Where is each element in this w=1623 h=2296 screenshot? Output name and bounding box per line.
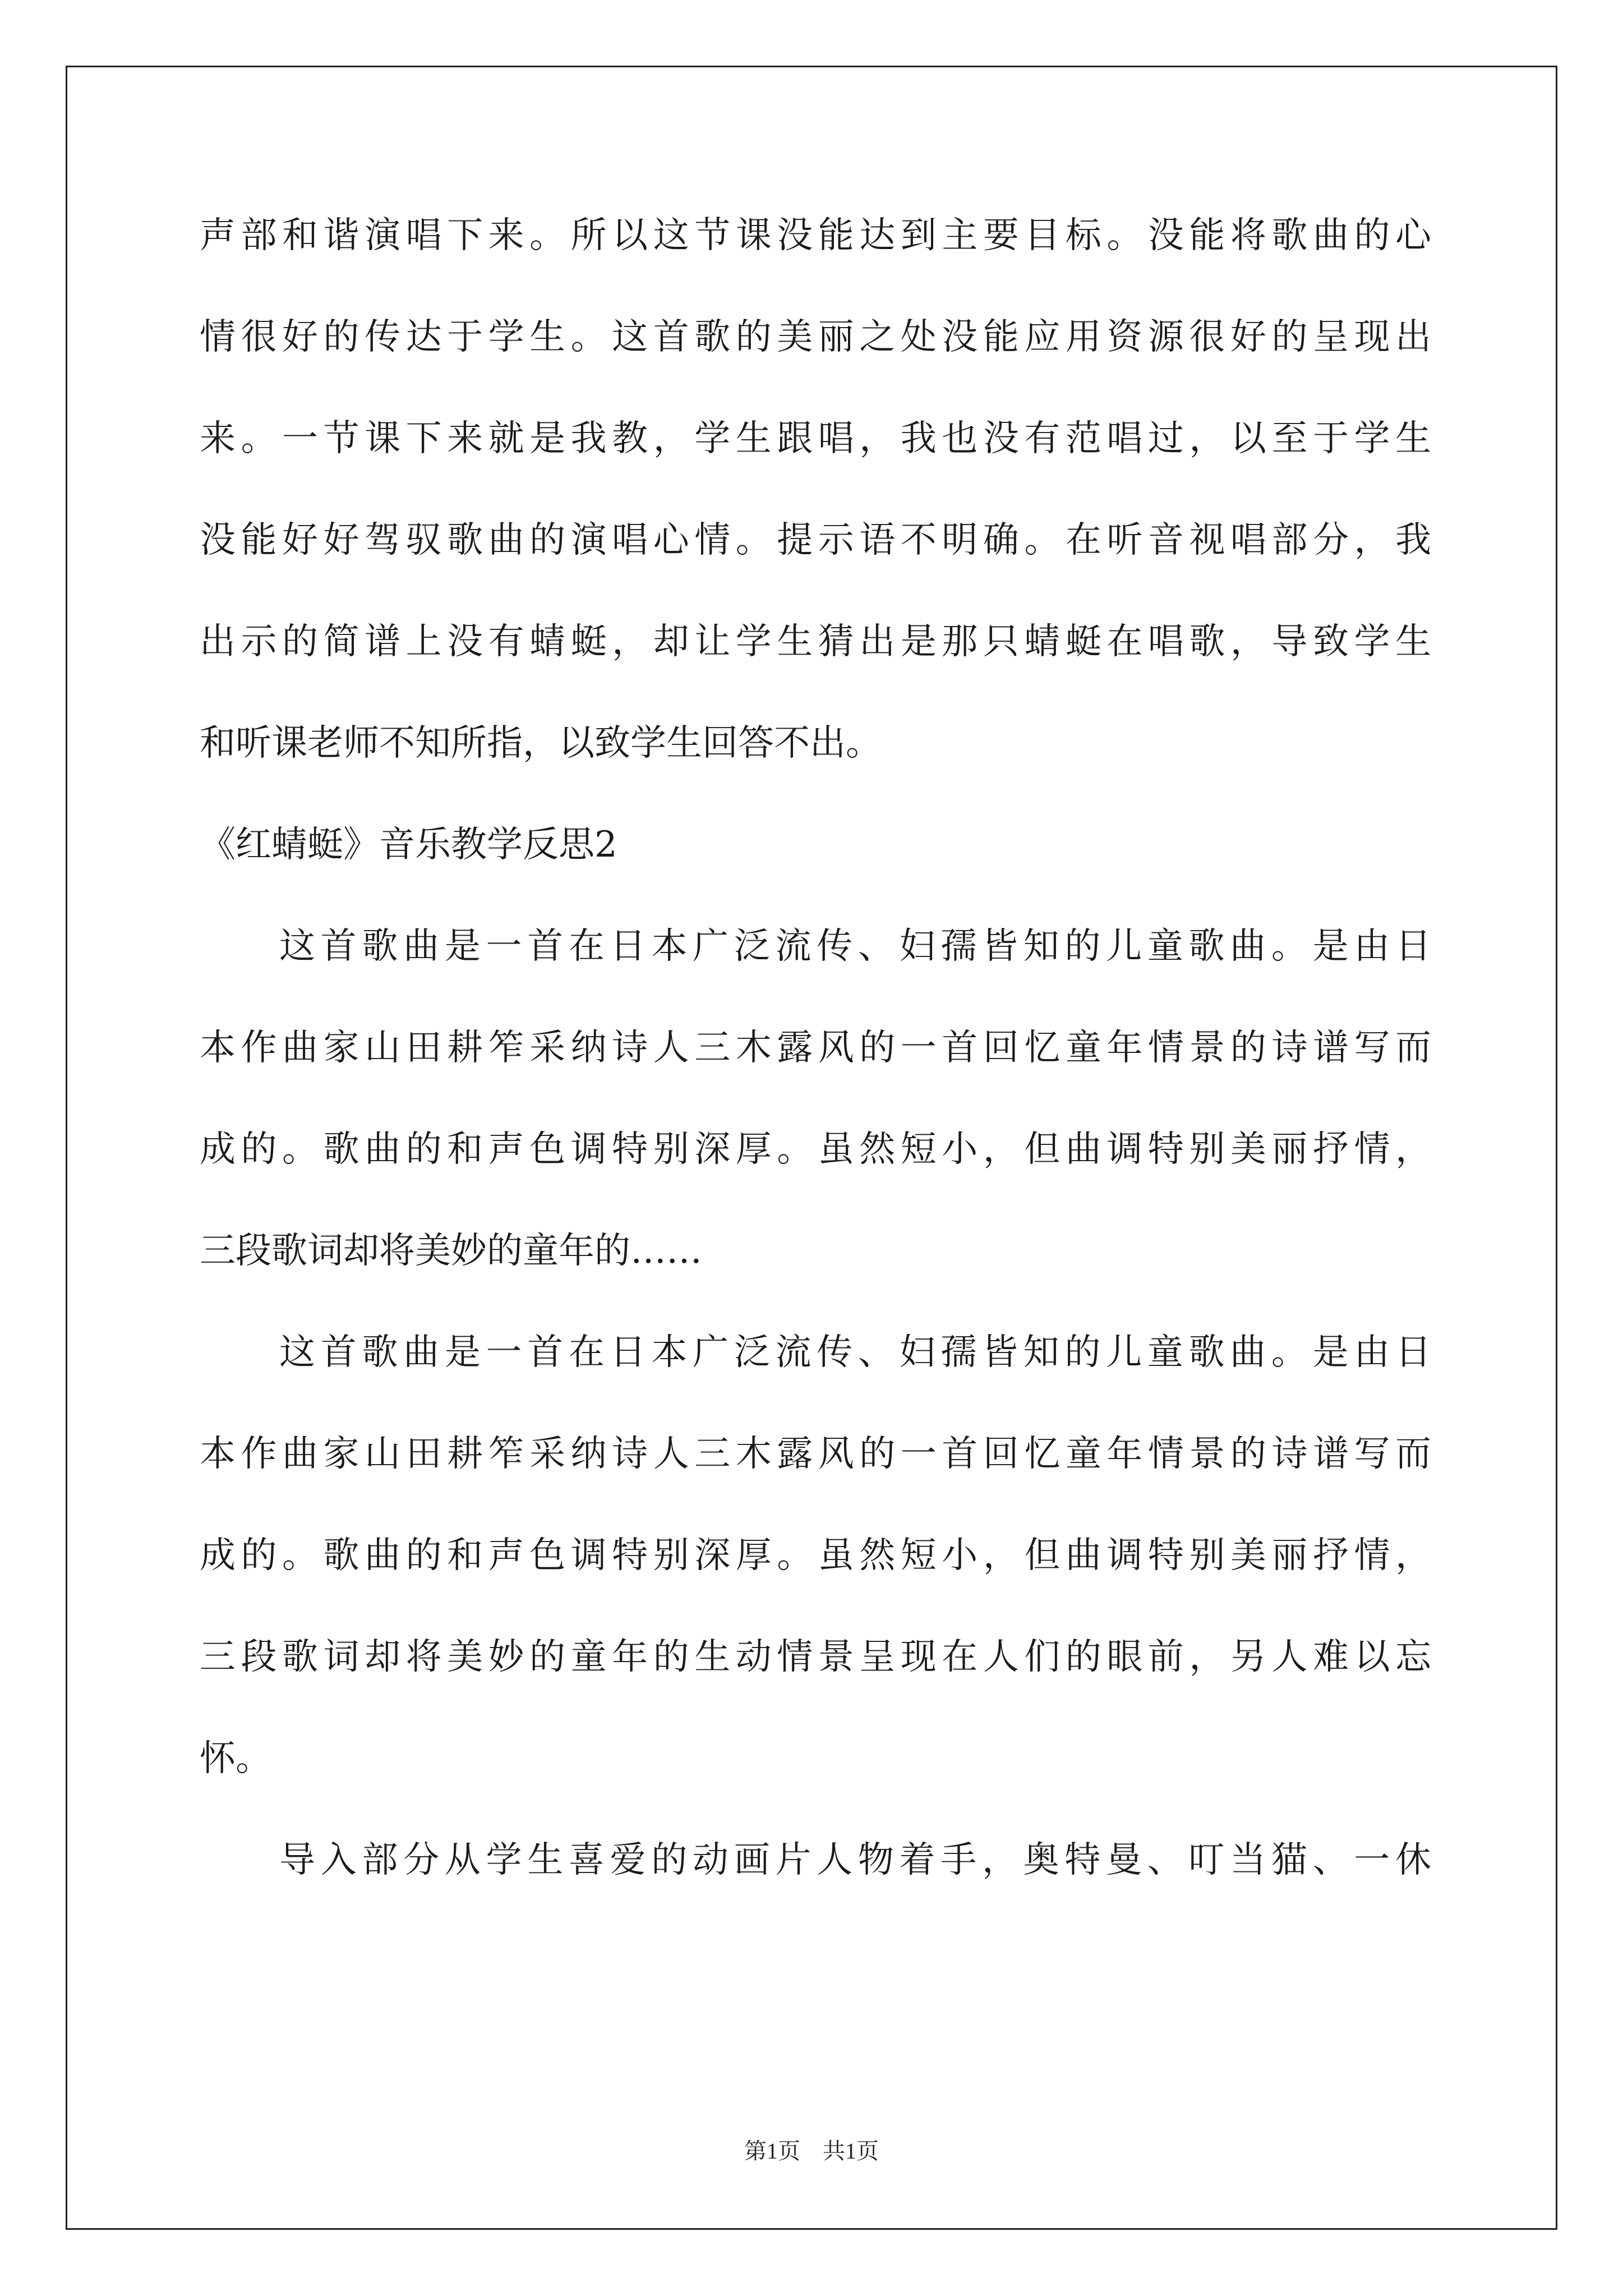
body-text-line: 怀。 [200,1738,271,1779]
page-number-footer: 第1页 共1页 [744,2138,879,2164]
body-text-line: 三段歌词却将美妙的童年的…… [200,1230,702,1272]
paragraph-first-line: 这首歌曲是一首在日本广泛流传、妇孺皆知的儿童歌曲。是由日 [279,926,1431,967]
document-body [200,208,1431,1934]
body-text-line: 和听课老师不知所指，以致学生回答不出。 [200,723,882,764]
body-text-line: 情很好的传达于学生。这首歌的美丽之处没能应用资源很好的呈现出 [200,316,1431,358]
body-text-line: 三段歌词却将美妙的童年的生动情景呈现在人们的眼前，另人难以忘 [200,1636,1431,1678]
body-text-line: 成的。歌曲的和声色调特别深厚。虽然短小，但曲调特别美丽抒情， [200,1535,1431,1576]
body-text-line: 本作曲家山田耕笮采纳诗人三木露风的一首回忆童年情景的诗谱写而 [200,1433,1431,1475]
paragraph-first-line: 这首歌曲是一首在日本广泛流传、妇孺皆知的儿童歌曲。是由日 [279,1332,1431,1373]
body-text-line: 本作曲家山田耕笮采纳诗人三木露风的一首回忆童年情景的诗谱写而 [200,1027,1431,1069]
body-text-line: 成的。歌曲的和声色调特别深厚。虽然短小，但曲调特别美丽抒情， [200,1129,1431,1170]
body-text-line: 出示的简谱上没有蜻蜓，却让学生猜出是那只蜻蜓在唱歌，导致学生 [200,621,1431,662]
body-text-line: 声部和谐演唱下来。所以这节课没能达到主要目标。没能将歌曲的心 [200,215,1431,256]
paragraph-first-line: 导入部分从学生喜爱的动画片人物着手，奥特曼、叮当猫、一休 [279,1839,1431,1881]
section-heading: 《红蜻蜓》音乐教学反思2 [200,824,617,866]
body-text-line: 没能好好驾驭歌曲的演唱心情。提示语不明确。在听音视唱部分，我 [200,519,1431,561]
body-text-line: 来。一节课下来就是我教，学生跟唱，我也没有范唱过，以至于学生 [200,418,1431,459]
